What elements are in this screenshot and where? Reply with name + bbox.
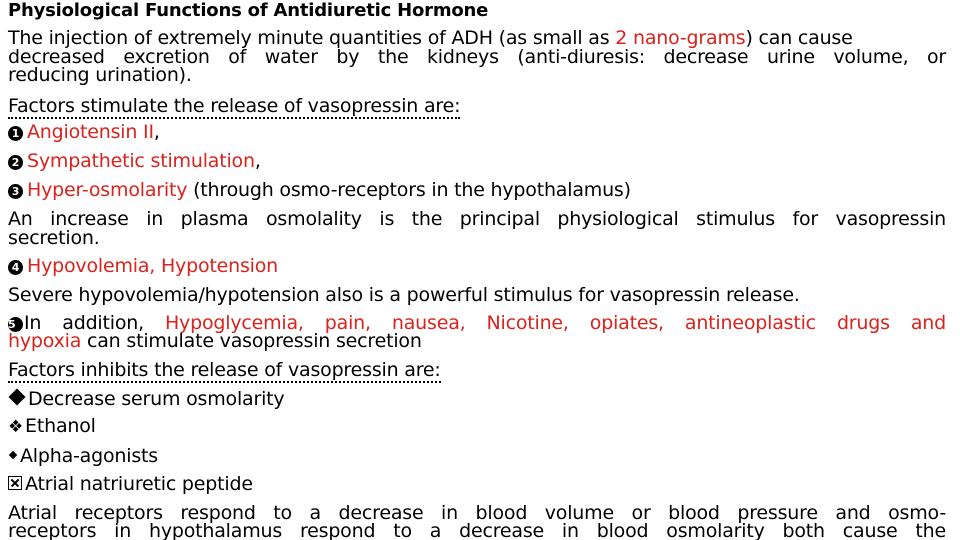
diamond-bullet-icon: [9, 389, 26, 406]
stimulator-4-name: Hypovolemia, Hypotension: [27, 255, 279, 277]
small-diamond-bullet-icon: [9, 451, 17, 459]
inhibit-heading-text: Factors inhibits the release of vasopressin are:: [8, 359, 441, 381]
boxed-x-bullet-icon: [8, 476, 22, 490]
number-1-icon: 1: [8, 126, 23, 141]
number-5-icon: 5: [8, 317, 23, 332]
inhibitor-item-2: [8, 415, 946, 438]
inhibitor-item-1: [8, 388, 946, 410]
stimulator-item-1: [8, 121, 946, 143]
stimulator-5-rest: can stimulate vasopressin secretion: [81, 330, 422, 352]
stimulator-3-name: Hyper-osmolarity: [27, 179, 188, 201]
osmolality-note-line-1: An increase in plasma osmolality is the principal physiological stimulus for vasopressin: [8, 208, 946, 230]
inhibit-heading: [8, 359, 946, 381]
stimulator-item-4: [8, 255, 946, 277]
inhibitor-4-text: Atrial natriuretic peptide: [25, 473, 253, 495]
inhibitor-2-text: Ethanol: [25, 415, 96, 437]
number-4-icon: 4: [8, 260, 23, 275]
intro-text-a: The injection of extremely minute quantities of ADH (as small as: [8, 27, 616, 49]
hypovolemia-note: Severe hypovolemia/hypotension also is a powerful stimulus for vasopressin release.: [8, 284, 800, 306]
stimulator-item-3: [8, 179, 946, 201]
stimulator-item-5-line-2: [8, 330, 946, 352]
stimulator-5-list: Hypoglycemia, pain, nausea, Nicotine, opiates, antineoplastic drugs and: [164, 312, 946, 334]
inhibitor-1-text: Decrease serum osmolarity: [28, 388, 285, 410]
stimulator-item-2: [8, 150, 946, 172]
inhibitor-item-3: [8, 445, 946, 467]
closing-line-1: Atrial receptors respond to a decrease in blood volume or blood pressure and osmo-: [8, 502, 946, 524]
stimulator-5-hypoxia: hypoxia: [8, 330, 82, 352]
stimulate-heading: [8, 95, 946, 117]
number-3-icon: 3: [8, 184, 23, 199]
stimulator-1-rest: ,: [153, 121, 160, 143]
clover-diamond-bullet-icon: ❖: [8, 417, 24, 437]
intro-line-3: reducing urination).: [8, 64, 192, 86]
inhibitor-item-4: [8, 473, 946, 495]
inhibitor-3-text: Alpha-agonists: [20, 445, 158, 467]
stimulator-2-name: Sympathetic stimulation: [27, 150, 255, 172]
stimulator-1-name: Angiotensin II: [27, 121, 154, 143]
stimulate-heading-text: Factors stimulate the release of vasopressin are:: [8, 95, 461, 117]
stimulator-5-prefix: In addition,: [24, 312, 165, 334]
intro-dose-highlight: 2 nano-grams: [615, 27, 746, 49]
stimulator-2-rest: ,: [254, 150, 261, 172]
intro-line-2: decreased excretion of water by the kidneys (anti-diuresis: decrease urine volume, or: [8, 46, 946, 68]
osmolality-note-line-2: secretion.: [8, 227, 100, 249]
number-2-icon: 2: [8, 155, 23, 170]
slide-title: Physiological Functions of Antidiuretic Hormone: [8, 0, 489, 21]
closing-line-2: receptors in hypothalamus respond to a decrease in blood osmolarity both cause the: [8, 520, 946, 540]
intro-text-b: ) can cause: [745, 27, 853, 49]
stimulator-3-rest: (through osmo-receptors in the hypothalamus): [187, 179, 631, 201]
